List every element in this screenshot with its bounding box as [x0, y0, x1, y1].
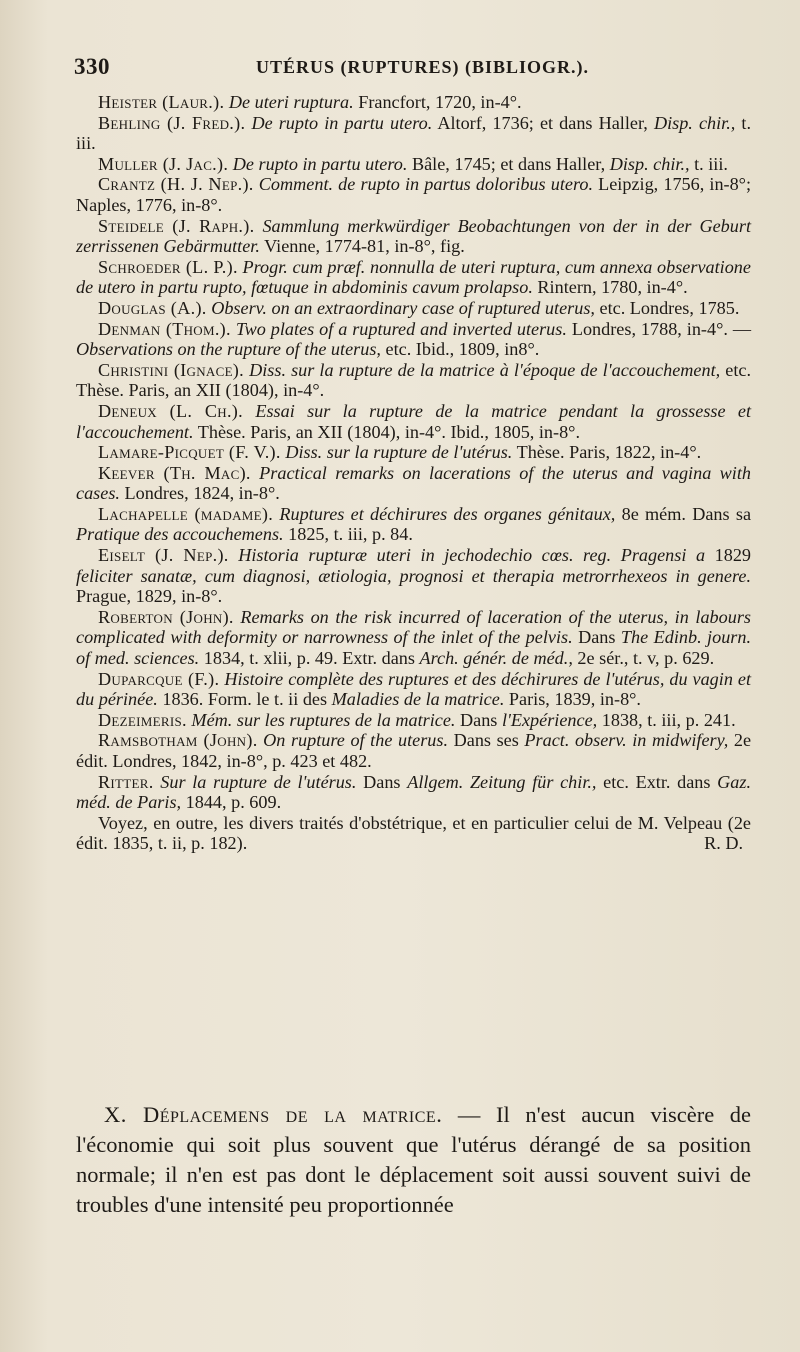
- entry-author: Ramsbotham (John).: [98, 730, 258, 751]
- entry-details: 8e mém. Dans sa: [621, 503, 752, 524]
- entry-title: Diss. sur la rupture de l'utérus.: [285, 442, 513, 463]
- entry-title: De uteri ruptura.: [228, 92, 354, 112]
- entry-title: Pract. observ. in midwifery,: [524, 730, 729, 751]
- page-header: [72, 54, 740, 88]
- section-body: — Il n'est aucun viscère de l'économie qui soit plus souvent que l'utérus dérangé de sa position normale; il n'en est pas dont le déplacement soit aussi souvent suivi de troubles d'une intensité peu proportionnée: [76, 1102, 752, 1217]
- bibliography-entry: [76, 360, 751, 401]
- bibliography-entry: [76, 772, 751, 813]
- section-title: X. Déplacemens de la matrice.: [104, 1102, 443, 1127]
- entry-title: Historia rupturæ uteri in jechodechio cœs. reg. Pragensi a: [238, 545, 706, 566]
- entry-title: Allgem. Zeitung für chir.,: [407, 771, 597, 792]
- entry-title: Gaz. méd. de Paris,: [76, 771, 752, 813]
- entry-title: Remarks on the risk incurred of laceration of the uterus, in labours complicated with deformity or narrowness of the inlet of the pelvis.: [76, 606, 751, 648]
- entry-title: Disp. chir.,: [609, 153, 690, 174]
- entry-details: Dans: [460, 709, 498, 730]
- entry-details: Thèse. Paris, 1822, in-4°.: [516, 442, 702, 463]
- author-signature: R. D.: [704, 833, 743, 854]
- entry-title: Observations on the rupture of the uterus,: [76, 339, 381, 360]
- entry-details: Francfort, 1720, in-4°.: [358, 92, 522, 112]
- entry-details: 1829: [714, 545, 751, 566]
- closing-note: [76, 813, 751, 854]
- entry-details: t. iii.: [76, 112, 752, 154]
- entry-details: Paris, 1839, in-8°.: [508, 689, 641, 710]
- entry-title: Arch. génér. de méd.,: [419, 648, 573, 669]
- bibliography-entry: [76, 504, 751, 545]
- bibliography-entry: [76, 298, 751, 319]
- bibliography-entry: [76, 607, 751, 669]
- entry-details: 1825, t. iii, p. 84.: [288, 524, 413, 545]
- entry-author: Keever (Th. Mac).: [98, 462, 251, 483]
- bibliography-entry: [76, 319, 751, 360]
- bibliography-entry: [76, 545, 751, 607]
- bibliography-entry: [76, 174, 751, 215]
- entry-author: Ritter.: [98, 771, 154, 792]
- entry-author: Steidele (J. Raph.).: [98, 215, 255, 236]
- entry-title: The Edinb. journ. of med. sciences.: [76, 627, 752, 669]
- entry-details: Altorf, 1736; et dans Haller,: [437, 112, 648, 133]
- entry-author: Denman (Thom.).: [98, 318, 231, 339]
- entry-details: Thèse. Paris, an XII (1804), in-4°. Ibid., 1805, in-8°.: [197, 421, 581, 442]
- page-number: 330: [74, 54, 110, 79]
- entry-title: Maladies de la matrice.: [331, 689, 505, 710]
- entry-title: Pratique des accouchemens.: [76, 524, 284, 545]
- entry-author: Deneux (L. Ch.).: [98, 400, 244, 421]
- bibliography-entry: [76, 401, 751, 442]
- section-deplacemens: [76, 1100, 751, 1220]
- entry-details: 2e sér., t. v, p. 629.: [577, 648, 715, 669]
- bibliography-entry: [76, 442, 751, 463]
- entry-title: On rupture of the uterus.: [263, 730, 449, 751]
- bibliography-entry: [76, 92, 751, 113]
- entry-details: etc. Extr. dans: [603, 771, 711, 792]
- bibliography-entry: [76, 154, 751, 175]
- entry-details: Vienne, 1774-81, in-8°, fig.: [264, 236, 465, 257]
- bibliography-entry: [76, 710, 751, 731]
- closing-text: Voyez, en outre, les divers traités d'obstétrique, et en particulier celui de M. Velpeau (2e édit. 1835, t. ii, p. 182).: [76, 812, 751, 854]
- entry-details: Leipzig, 1756, in-8°; Naples, 1776, in-8°.: [76, 174, 752, 215]
- entry-title: Essai sur la rupture de la matrice pendant la grossesse et l'accouchement.: [76, 400, 752, 442]
- entry-details: Londres, 1788, in-4°. —: [571, 318, 752, 339]
- entry-title: Diss. sur la rupture de la matrice à l'époque de l'accouchement,: [249, 359, 721, 380]
- entry-title: Two plates of a ruptured and inverted uterus.: [235, 318, 567, 339]
- entry-details: Dans: [578, 627, 616, 648]
- bibliography-entry: [76, 463, 751, 504]
- entry-details: etc. Londres, 1785.: [599, 297, 740, 318]
- entry-author: Crantz (H. J. Nep.).: [98, 174, 254, 195]
- entry-details: Prague, 1829, in-8°.: [76, 586, 223, 607]
- entry-title: De rupto in partu utero.: [232, 153, 408, 174]
- entry-details: Rintern, 1780, in-4°.: [537, 277, 688, 298]
- entry-author: Muller (J. Jac.).: [98, 153, 229, 174]
- entry-title: Mém. sur les ruptures de la matrice.: [191, 709, 456, 730]
- entry-details: Dans: [363, 771, 401, 792]
- entry-details: Londres, 1824, in-8°.: [124, 483, 280, 504]
- entry-author: Douglas (A.).: [98, 297, 207, 318]
- entry-details: etc. Ibid., 1809, in8°.: [385, 339, 540, 360]
- bibliography-list: [76, 92, 751, 854]
- entry-author: Behling (J. Fred.).: [98, 112, 246, 133]
- entry-author: Schroeder (L. P.).: [98, 256, 238, 277]
- entry-title: Sur la rupture de l'utérus.: [160, 771, 357, 792]
- entry-author: Lamare-Picquet (F. V.).: [98, 442, 281, 463]
- entry-author: Roberton (John).: [98, 606, 234, 627]
- entry-title: l'Expérience,: [501, 709, 598, 730]
- entry-author: Duparcque (F.).: [98, 668, 220, 689]
- entry-title: Disp. chir.,: [653, 112, 736, 133]
- bibliography-entry: [76, 669, 751, 710]
- section-paragraph: [76, 1100, 751, 1220]
- bibliography-entry: [76, 730, 751, 771]
- entry-title: Histoire complète des ruptures et des déchirures de l'utérus, du vagin et du périnée.: [76, 668, 752, 710]
- entry-details: 2e édit. Londres, 1842, in-8°, p. 423 et 482.: [76, 730, 752, 771]
- entry-title: feliciter sanatæ, cum diagnosi, ætiologia, prognosi et therapia metrorrhexeos in genere.: [76, 565, 751, 586]
- entry-title: Sammlung merkwürdiger Beobachtungen von der in der Geburt zerrissenen Gebärmutter.: [76, 215, 752, 257]
- entry-author: Christini (Ignace).: [98, 359, 245, 380]
- entry-title: Observ. on an extraordinary case of ruptured uterus,: [211, 297, 595, 318]
- entry-author: Eiselt (J. Nep.).: [98, 545, 229, 566]
- entry-title: Progr. cum præf. nonnulla de uteri ruptura, cum annexa observatione de utero in partu rupto, fœtuque in abdominis cavum prolapso.: [76, 256, 751, 298]
- entry-title: Ruptures et déchirures des organes génitaux,: [279, 503, 616, 524]
- entry-details: Dans ses: [453, 730, 519, 751]
- entry-details: 1836. Form. le t. ii des: [162, 689, 328, 710]
- entry-title: Practical remarks on lacerations of the uterus and vagina with cases.: [76, 462, 751, 504]
- entry-details: t. iii.: [694, 153, 728, 174]
- entry-author: Dezeimeris.: [98, 709, 187, 730]
- entry-author: Heister (Laur.).: [98, 92, 225, 112]
- entry-details: etc. Thèse. Paris, an XII (1804), in-4°.: [76, 359, 752, 401]
- entry-details: 1844, p. 609.: [185, 792, 282, 813]
- entry-author: Lachapelle (madame).: [98, 503, 274, 524]
- bibliography-entry: [76, 113, 751, 154]
- entry-details: Bâle, 1745; et dans Haller,: [411, 153, 606, 174]
- running-head: UTÉRUS (RUPTURES) (BIBLIOGR.).: [256, 57, 590, 77]
- entry-details: 1838, t. iii, p. 241.: [601, 709, 736, 730]
- entry-title: Comment. de rupto in partus doloribus utero.: [258, 174, 593, 195]
- entry-title: De rupto in partu utero.: [251, 112, 433, 133]
- entry-details: 1834, t. xlii, p. 49. Extr. dans: [203, 648, 415, 669]
- bibliography-entry: [76, 257, 751, 298]
- bibliography-entry: [76, 216, 751, 257]
